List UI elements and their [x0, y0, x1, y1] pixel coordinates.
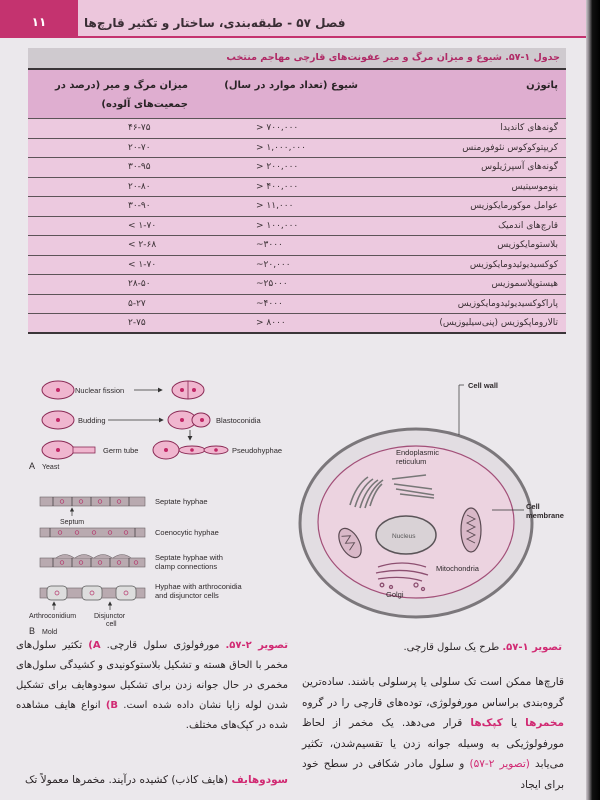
marker-a: A) — [88, 640, 101, 651]
cell-mortality: < ۲-۶۸ — [28, 236, 196, 256]
cell-mortality: < ۱-۷۰ — [28, 216, 196, 236]
figure-2-label: تصویر ۲-۵۷. — [225, 640, 289, 651]
body-paragraph-right: قارچ‌ها ممکن است تک سلولی یا پرسلولی باشند. ساده‌ترین گروه‌بندی براساس مورفولوژی، توده‌های قارچی را در گروه مخمرها یا کپک‌ها قرار می‌دهد. یک مخمر از لحاظ مورفولوژیکی به وسیله جوانه زدن یا تقسیم‌شدن، تکثیر می‌یابد (تصویر ۲-۵۷) و سلول مادر شکافی در سطح خود برای ایجاد — [302, 676, 564, 791]
cell-prevalence: > ۱,۰۰۰,۰۰۰ — [196, 138, 366, 158]
label-blastoconidia: Blastoconidia — [216, 416, 261, 425]
cell-prevalence: > ۲۰۰,۰۰۰ — [196, 158, 366, 178]
cell-mortality: < ۱-۷۰ — [28, 255, 196, 275]
cell-mortality: ۳۰-۹۰ — [28, 197, 196, 217]
figure-2-caption: تصویر ۲-۵۷. مورفولوژی سلول قارچی. A) تکثیر سلول‌های مخمر با الحاق هسته و تشکیل بلاستوکونیدی و کشیدگی سلول‌های مخمری در حال جوانه زدن برای تشکیل سودوهایف برای تشکیل شدن لوله زایا نشان داده شده است. B) انواع هایف مشاهده شده در کپک‌های مختلف. — [16, 640, 289, 731]
cell-mortality: ۲-۷۵ — [28, 314, 196, 334]
col-header-mortality: میزان مرگ و میر (درصد در جمعیت‌های آلوده) — [28, 70, 196, 119]
dividing-yeast-icon — [172, 381, 204, 399]
table-caption: جدول ۱-۵۷. شیوع و میزان مرگ و میر عفونت‌های قارچی مهاجم منتخب — [28, 48, 566, 68]
col-header-pathogen: پاتوژن — [366, 70, 566, 119]
cell-prevalence: > ۴۰۰,۰۰۰ — [196, 177, 366, 197]
panel-label-yeast: Yeast — [42, 464, 60, 471]
table-row — [28, 294, 566, 314]
morphology-figure — [20, 370, 290, 636]
yeast-cell-icon — [42, 381, 74, 399]
cell-mortality: ۲۸-۵۰ — [28, 275, 196, 295]
table-row — [28, 255, 566, 275]
page-edge-shadow — [586, 0, 600, 800]
label-clamp-2: clamp connections — [155, 562, 218, 571]
table-row — [28, 119, 566, 139]
cell-prevalence: ~۳۰۰۰ — [196, 236, 366, 256]
cell-prevalence: ~۴۰۰۰ — [196, 294, 366, 314]
cell-mortality: ۵-۲۷ — [28, 294, 196, 314]
table-row — [28, 138, 566, 158]
panel-letter-a: A — [29, 461, 36, 471]
label-coenocytic-hyphae: Coenocytic hyphae — [155, 528, 219, 537]
label-nuclear-fission: Nuclear fission — [75, 386, 125, 395]
cell-mortality: ۲۰-۷۰ — [28, 138, 196, 158]
label-mitochondria: Mitochondria — [436, 564, 479, 573]
cell-pathogen: پاراکوکسیدیوئیدومایکوزیس — [366, 294, 566, 314]
table-row — [28, 197, 566, 217]
cell-pathogen: پنوموسیتیس — [366, 177, 566, 197]
cell-pathogen: هیستوپلاسموزیس — [366, 275, 566, 295]
label-disjunctor-2: cell — [106, 621, 117, 628]
pseudohyphae-icon — [153, 441, 228, 459]
table-header-row — [28, 70, 566, 119]
table-row — [28, 275, 566, 295]
page-header — [0, 0, 586, 36]
cell-mortality: ۲۰-۸۰ — [28, 177, 196, 197]
label-germ-tube: Germ tube — [103, 446, 139, 455]
cell-pathogen: کوکسیدیوئیدومایکوزیس — [366, 255, 566, 275]
cell-pathogen: کریپتوکوکوس نئوفورمنس — [366, 138, 566, 158]
cell-pathogen: قارچ‌های اندمیک — [366, 216, 566, 236]
cell-prevalence: ~۲۵۰۰۰ — [196, 275, 366, 295]
coenocytic-hyphae-icon — [40, 528, 145, 537]
label-septate-hyphae: Septate hyphae — [155, 497, 208, 506]
page-number: ۱۱ — [0, 0, 78, 36]
septate-hyphae-icon — [40, 497, 145, 506]
term-molds: کپک‌ها — [470, 717, 503, 729]
col-header-prevalence: شیوع (تعداد موارد در سال) — [196, 70, 366, 119]
clamp-connection-hyphae-icon — [40, 555, 145, 568]
table-row — [28, 314, 566, 334]
figure-1-label: تصویر ۱-۵۷. — [502, 642, 562, 653]
label-arthroconidium: Arthroconidium — [29, 613, 77, 620]
label-golgi: Golgi — [386, 590, 404, 599]
label-arthro-1: Hyphae with arthroconidia — [155, 582, 242, 591]
label-er-1: Endoplasmic — [396, 448, 439, 457]
cell-prevalence: > ۱۱,۰۰۰ — [196, 197, 366, 217]
mitochondrion-icon — [461, 508, 481, 552]
body-paragraph-left: سودوهایف (هایف کاذب) کشیده درآیند. مخمرها معمولاً تک — [25, 774, 288, 786]
table-row — [28, 236, 566, 256]
panel-letter-b: B — [29, 626, 36, 636]
mortality-table — [28, 48, 566, 334]
cell-mortality: ۳۰-۹۵ — [28, 158, 196, 178]
figure-reference: (تصویر ۲-۵۷) — [469, 758, 530, 770]
table-body — [28, 119, 566, 334]
table-row — [28, 216, 566, 236]
cell-pathogen: گونه‌های آسپرژیلوس — [366, 158, 566, 178]
label-clamp-1: Septate hyphae with — [155, 553, 223, 562]
label-cell-membrane-2: membrane — [526, 511, 564, 520]
term-pseudohyphae: سودوهایف — [231, 774, 288, 786]
label-cell-wall: Cell wall — [468, 381, 499, 390]
cell-pathogen: تالاروماپکوزیس (پنی‌سیلیوزیس) — [366, 314, 566, 334]
label-septum: Septum — [60, 519, 85, 526]
cell-pathogen: گونه‌های کاندیدا — [366, 119, 566, 139]
cell-prevalence: > ۷۰۰,۰۰۰ — [196, 119, 366, 139]
yeast-cell-icon — [42, 411, 74, 429]
label-er-2: reticulum — [396, 457, 427, 466]
label-budding: Budding — [78, 416, 106, 425]
cell-prevalence: ~۲۰,۰۰۰ — [196, 255, 366, 275]
term-yeasts: مخمرها — [525, 717, 564, 729]
germ-tube-icon — [42, 441, 95, 459]
cell-prevalence: > ۱۰۰,۰۰۰ — [196, 216, 366, 236]
budding-yeast-icon — [168, 411, 210, 429]
arthroconidia-hyphae-icon — [40, 586, 145, 600]
label-disjunctor-1: Disjunctor — [94, 613, 126, 620]
cell-prevalence: > ۸۰۰۰ — [196, 314, 366, 334]
panel-label-mold: Mold — [42, 629, 58, 636]
table-row — [28, 177, 566, 197]
header-divider — [0, 36, 586, 38]
figure-1-caption: تصویر ۱-۵۷. طرح یک سلول قارچی. — [403, 642, 562, 653]
cell-mortality: ۴۶-۷۵ — [28, 119, 196, 139]
cell-pathogen: عوامل موکورمایکوزیس — [366, 197, 566, 217]
label-arthro-2: and disjunctor cells — [155, 591, 219, 600]
label-pseudohyphae: Pseudohyphae — [232, 446, 283, 455]
table-row — [28, 158, 566, 178]
chapter-title: فصل ۵۷ - طبقه‌بندی، ساختار و تکثیر قارچ‌ها — [84, 16, 346, 30]
cell-pathogen: بلاستومایکوزیس — [366, 236, 566, 256]
label-cell-membrane-1: Cell — [526, 502, 540, 511]
label-nucleus: Nucleus — [392, 533, 416, 540]
fungal-cell-figure — [296, 375, 586, 625]
marker-b: B) — [105, 700, 119, 711]
